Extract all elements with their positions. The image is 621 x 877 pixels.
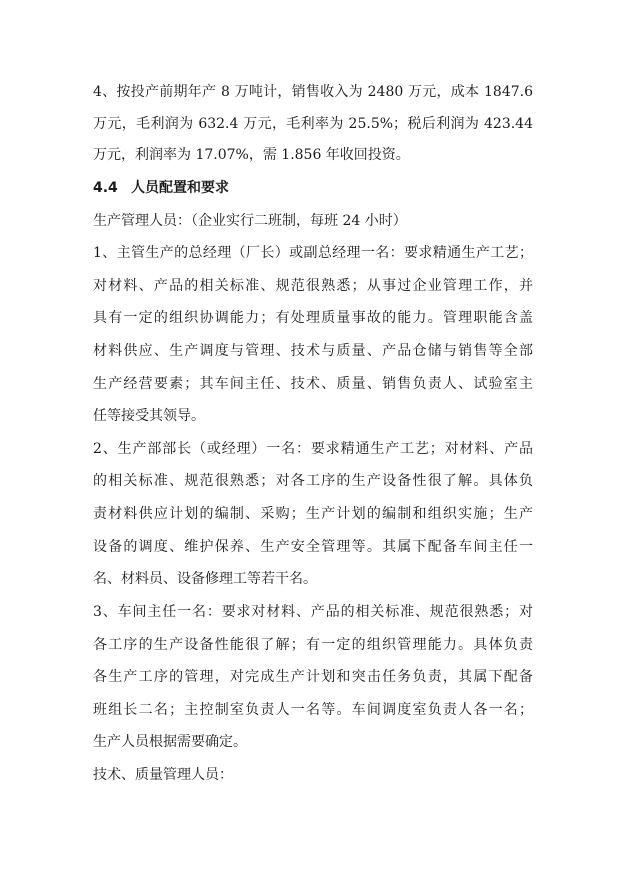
item3-line: 生产人员根据需要确定。 — [93, 734, 247, 750]
item1-line: 生产经营要素；其车间主任、技术、质量、销售负责人、试验室主 — [93, 376, 533, 392]
item3-line: 班组长二名；主控制室负责人一名等。车间调度室负责人各一名； — [93, 702, 533, 718]
item2-line: 的相关标准、规范很熟悉；对各工序的生产设备性很了解。具体负 — [93, 473, 533, 489]
item3-line: 各生产工序的管理，对完成生产计划和突击任务负责，其属下配备 — [93, 669, 533, 685]
item2-line: 设备的调度、维护保养、生产安全管理等。其属下配备车间主任一 — [93, 539, 533, 555]
item1-line: 任等接受其领导。 — [93, 408, 205, 424]
section-number: 4.4 — [93, 180, 118, 196]
item3-line: 3、车间主任一名：要求对材料、产品的相关标准、规范很熟悉；对 — [93, 604, 533, 620]
paragraph-line: 万元，利润率为 17.07%，需 1.856 年收回投资。 — [93, 147, 410, 163]
section-heading — [93, 178, 533, 198]
item2-line: 名、材料员、设备修理工等若干名。 — [93, 571, 317, 587]
item2-line: 2、生产部部长（或经理）一名：要求精通生产工艺；对材料、产品 — [93, 441, 533, 457]
item1-line: 具有一定的组织协调能力；有处理质量事故的能力。管理职能含盖 — [93, 310, 533, 326]
paragraph-line: 4、按投产前期年产 8 万吨计，销售收入为 2480 万元，成本 1847.6 — [93, 84, 533, 100]
item1-line: 对材料、产品的相关标准、规范很熟悉；从事过企业管理工作，并 — [93, 278, 533, 294]
paragraph-line: 万元，毛利润为 632.4 万元，毛利率为 25.5%；税后利润为 423.44 — [93, 116, 533, 132]
item3-line: 各工序的生产设备性能很了解；有一定的组织管理能力。具体负责 — [93, 637, 533, 653]
item1-line: 1、主管生产的总经理（厂长）或副总经理一名：要求精通生产工艺； — [93, 245, 533, 261]
tech-quality-heading: 技术、质量管理人员： — [93, 767, 233, 783]
item1-line: 材料供应、生产调度与管理、技术与质量、产品仓储与销售等全部 — [93, 343, 533, 359]
item2-line: 责材料供应计划的编制、采购；生产计划的编制和组织实施；生产 — [93, 506, 533, 522]
intro-line: 生产管理人员：（企业实行二班制，每班 24 小时） — [93, 213, 407, 229]
section-title: 人员配置和要求 — [131, 180, 229, 196]
